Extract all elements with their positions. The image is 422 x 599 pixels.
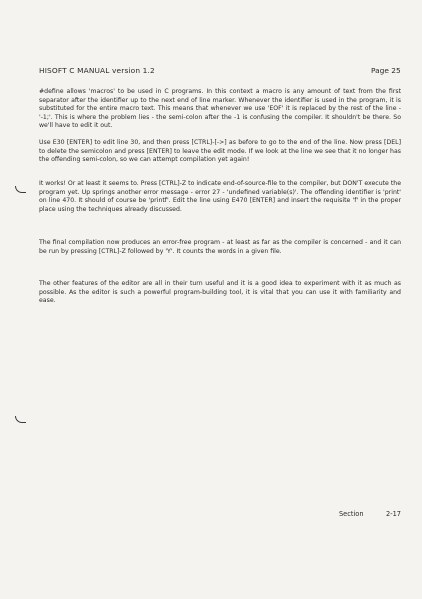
paragraph-final-compilation: The final compilation now produces an error-free program - at least as far as the compiler is concerned - and it can be run by pressing [CTRL]-Z followed by 'Y'. It counts the words in a given file. bbox=[39, 239, 401, 255]
paragraph-it-works: It works! Or at least it seems to. Press [CTRL]-Z to indicate end-of-source-file to the compiler, but DON'T execute the program yet. Up springs another error message - error 27 - 'undefined variable(s)'. The offending identifier is 'print' on line 470. It should of course be 'printf'. Edit the line using E470 [ENTER] and insert the requisite 'f' in the proper place using the techniques already discussed. bbox=[39, 180, 401, 213]
section-number: 2-17 bbox=[386, 510, 401, 518]
margin-pencil-mark bbox=[15, 416, 26, 423]
manual-title: HISOFT C MANUAL version 1.2 bbox=[39, 66, 155, 75]
margin-pencil-mark bbox=[15, 186, 26, 193]
paragraph-editor-features: The other features of the editor are all in their turn useful and it is a good idea to experiment with it as much as possible. As the editor is such a powerful program-building tool, it is vital that you can use it with familiarity and ease. bbox=[39, 280, 401, 305]
page-number: Page 25 bbox=[371, 66, 401, 75]
section-label: Section bbox=[339, 510, 364, 518]
paragraph-define-macros: #define allows 'macros' to be used in C programs. In this context a macro is any amount of text from the first separator after the identifier up to the next end of line marker. Whenever the identifier is used in the program, it is substituted for the entire macro text. This means that whenever we use 'EOF' it is replaced by the rest of the line - '-1;'. This is where the problem lies - the semi-colon after the -1 is confusing the compiler. It shouldn't be there. So we'll have to edit it out. bbox=[39, 88, 401, 130]
paragraph-edit-line-30: Use E30 [ENTER] to edit line 30, and then press [CTRL]-[->] as before to go to the end of the line. Now press [DEL] to delete the semicolon and press [ENTER] to leave the edit mode. If we look at the line we see that it no longer has the offending semi-colon, so we can attempt compilation yet again! bbox=[39, 139, 401, 164]
